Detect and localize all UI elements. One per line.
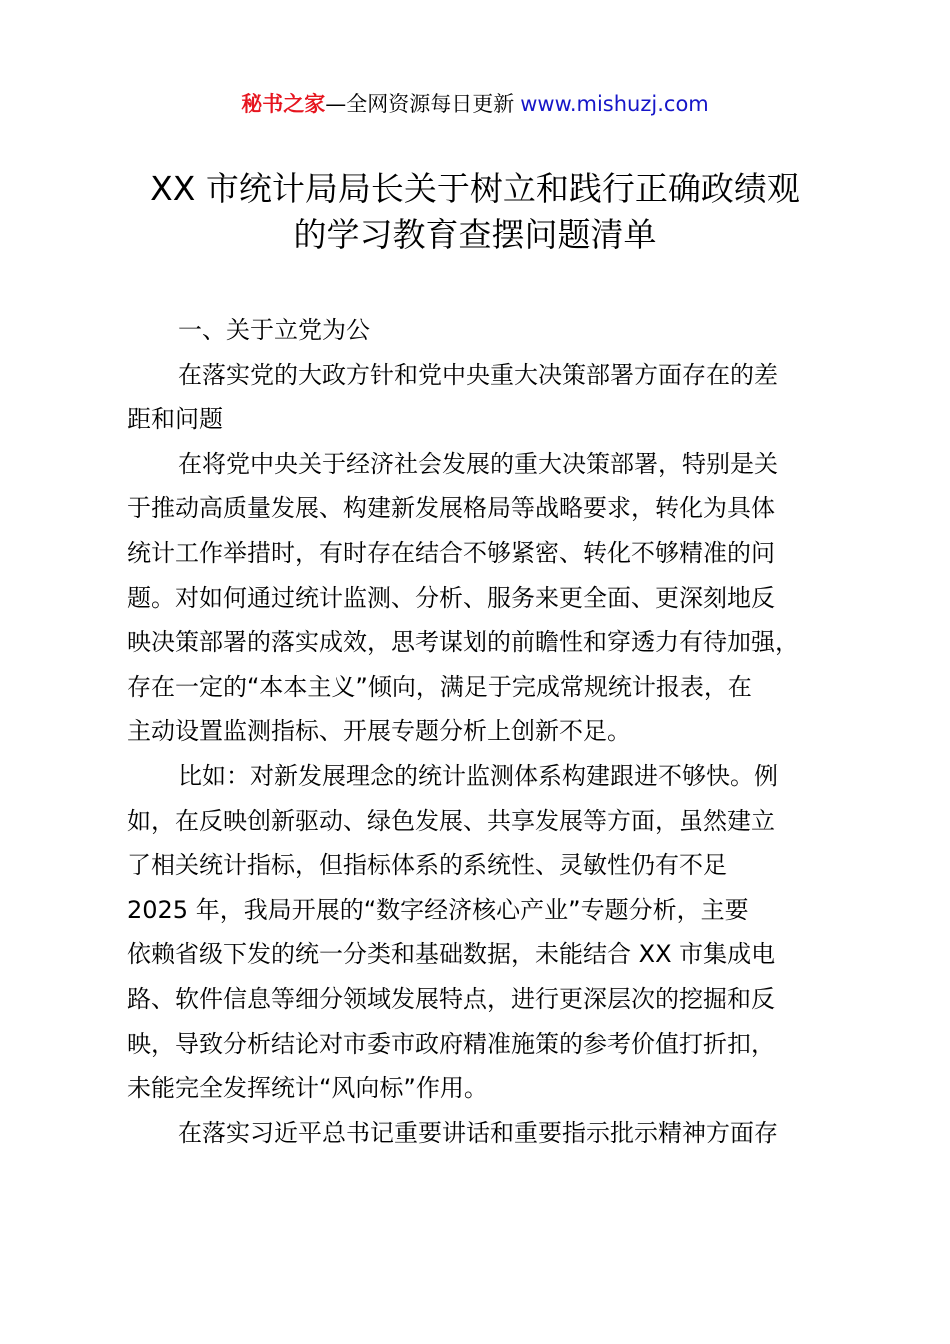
text-line: 主动设置监测指标、开展专题分析上创新不足。: [127, 717, 631, 746]
example-paragraph: [127, 754, 837, 1111]
text-line: 映决策部署的落实成效，思考谋划的前瞻性和穿透力有待加强，: [127, 628, 799, 657]
text-line: 统计工作举措时，有时存在结合不够紧密、转化不够精准的问: [127, 538, 775, 567]
text-line: 在落实习近平总书记重要讲话和重要指示批示精神方面存: [178, 1118, 778, 1147]
text-line: 在落实党的大政方针和党中央重大决策部署方面存在的差: [178, 360, 778, 389]
brand-name: 秘书之家: [241, 92, 326, 116]
text-line: 题。对如何通过统计监测、分析、服务来更全面、更深刻地反: [127, 583, 775, 612]
document-title: [0, 166, 950, 258]
site-banner: [0, 88, 950, 120]
site-url-link[interactable]: www.mishuzj.com: [520, 92, 709, 116]
text-line: 2025 年，我局开展的“数字经济核心产业”专题分析，主要: [127, 895, 749, 924]
text-line: 如，在反映创新驱动、绿色发展、共享发展等方面，虽然建立: [127, 806, 775, 835]
banner-tagline: —全网资源每日更新: [325, 92, 515, 116]
text-line: 依赖省级下发的统一分类和基础数据，未能结合 XX 市集成电: [127, 940, 776, 969]
text-line: 映，导致分析结论对市委市政府精准施策的参考价值打折扣，: [127, 1029, 775, 1058]
text-line: 距和问题: [127, 405, 223, 434]
text-line: 路、软件信息等细分领域发展特点，进行更深层次的挖掘和反: [127, 984, 775, 1013]
subsection-heading: [127, 1111, 837, 1156]
text-line: 在将党中央关于经济社会发展的重大决策部署，特别是关: [178, 449, 778, 478]
document-body: [127, 308, 837, 1155]
section-heading: [127, 308, 837, 353]
title-line: 的学习教育查摆问题清单: [293, 215, 657, 254]
text-line: 一、关于立党为公: [178, 316, 370, 344]
text-line: 于推动高质量发展、构建新发展格局等战略要求，转化为具体: [127, 494, 775, 523]
text-line: 未能完全发挥统计“风向标”作用。: [127, 1074, 488, 1103]
title-line: XX 市统计局局长关于树立和践行正确政绩观: [150, 169, 800, 208]
text-line: 比如：对新发展理念的统计监测体系构建跟进不够快。例: [178, 761, 778, 790]
text-line: 了相关统计指标，但指标体系的系统性、灵敏性仍有不足: [127, 851, 727, 880]
text-line: 存在一定的“本本主义”倾向，满足于完成常规统计报表，在: [127, 672, 752, 701]
body-paragraph: [127, 442, 837, 754]
subsection-heading: [127, 353, 837, 442]
